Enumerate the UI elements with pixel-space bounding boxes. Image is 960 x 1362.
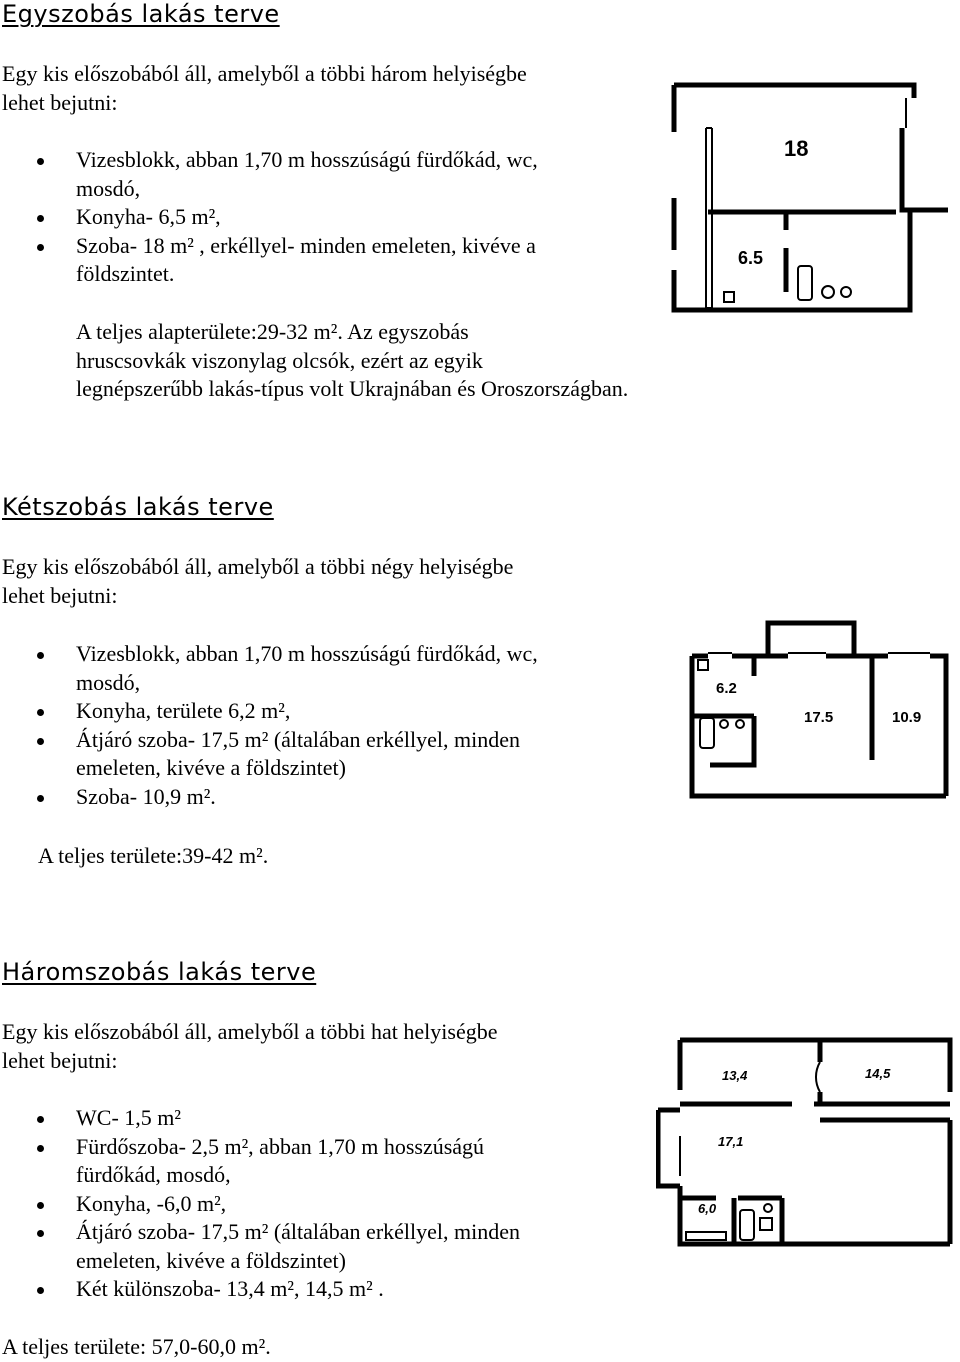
list-item [0, 697, 538, 726]
section-heading-three-room: Háromszobás lakás terve [2, 958, 317, 986]
list-item-line: Konyha, -6,0 m², [76, 1190, 227, 1216]
list-item [0, 232, 538, 289]
room-label: 10.9 [892, 709, 922, 726]
room-label: 6,0 [698, 1201, 717, 1216]
total-line: legnépszerűbb lakás-típus volt Ukrajnában és Oroszországban. [76, 376, 629, 401]
room-label: 6.2 [716, 680, 737, 697]
total-line: A teljes alapterülete:29-32 m². Az egyszobás [76, 319, 469, 344]
room-label: 13,4 [722, 1068, 748, 1083]
total-line: A teljes területe:39-42 m². [38, 843, 269, 868]
intro-line: Egy kis előszobából áll, amelyből a többi négy helyiségbe [2, 554, 514, 579]
list-item-line: mosdó, [76, 669, 141, 695]
room-label: 17.5 [804, 709, 834, 726]
room-label: 18 [784, 136, 809, 161]
room-label: 14,5 [865, 1066, 891, 1081]
list-item-line: Átjáró szoba- 17,5 m² (általában erkéllyel, minden [76, 1219, 520, 1244]
list-item [0, 203, 538, 232]
intro-line: lehet bejutni: [2, 89, 118, 115]
floor-plan-one-room [668, 80, 948, 320]
list-item-line: Két különszoba- 13,4 m², 14,5 m² . [76, 1276, 384, 1301]
list-item-line: földszintet. [76, 261, 175, 286]
list-item-line: Átjáró szoba- 17,5 m² (általában erkéllyel, minden [76, 726, 520, 752]
list-item-line: WC- 1,5 m² [76, 1105, 181, 1130]
room-label: 6.5 [738, 248, 764, 268]
section-heading-two-room: Kétszobás lakás terve [2, 493, 274, 521]
total-area-one-room [76, 318, 628, 404]
list-item [0, 1218, 520, 1275]
intro-three-room [2, 1018, 498, 1075]
intro-line: lehet bejutni: [2, 582, 118, 608]
list-item-line: emeleten, kivéve a földszintet) [76, 755, 346, 780]
list-item [0, 1190, 520, 1219]
total-line: A teljes területe: 57,0-60,0 m². [2, 1334, 271, 1359]
list-item-line: Vizesblokk, abban 1,70 m hosszúságú fürdőkád, wc, [76, 147, 538, 172]
list-item-line: fürdőkád, mosdó, [76, 1162, 231, 1187]
floor-plan-two-room [688, 620, 950, 805]
total-area-three-room [2, 1333, 271, 1362]
room-list-one-room [0, 146, 538, 289]
intro-line: Egy kis előszobából áll, amelyből a többi hat helyiségbe [2, 1019, 498, 1044]
list-item-line: Konyha- 6,5 m², [76, 204, 221, 229]
room-label: 17,1 [718, 1134, 744, 1149]
list-item [0, 726, 538, 783]
room-list-three-room [0, 1104, 520, 1304]
list-item [0, 1133, 520, 1190]
floor-plan-three-room [656, 1036, 960, 1252]
list-item-line: emeleten, kivéve a földszintet) [76, 1247, 346, 1273]
intro-line: Egy kis előszobából áll, amelyből a többi három helyiségbe [2, 61, 527, 86]
room-list-two-room [0, 640, 538, 811]
intro-two-room [2, 553, 513, 610]
total-area-two-room [38, 842, 268, 871]
list-item-line: Konyha, területe 6,2 m², [76, 698, 291, 723]
list-item-line: Szoba- 10,9 m². [76, 783, 216, 809]
list-item-line: mosdó, [76, 175, 141, 201]
section-heading-one-room: Egyszobás lakás terve [2, 0, 280, 28]
list-item [0, 146, 538, 203]
list-item [0, 640, 538, 697]
intro-line: lehet bejutni: [2, 1047, 118, 1073]
list-item [0, 1104, 520, 1133]
list-item-line: Szoba- 18 m² , erkéllyel- minden emeleten, kivéve a [76, 232, 536, 258]
list-item-line: Vizesblokk, abban 1,70 m hosszúságú fürdőkád, wc, [76, 641, 538, 666]
list-item-line: Fürdőszoba- 2,5 m², abban 1,70 m hosszúságú [76, 1133, 485, 1159]
list-item [0, 1275, 520, 1304]
list-item [0, 783, 538, 812]
total-line: hruscsovkák viszonylag olcsók, ezért az egyik [76, 347, 483, 373]
intro-one-room [2, 60, 527, 117]
